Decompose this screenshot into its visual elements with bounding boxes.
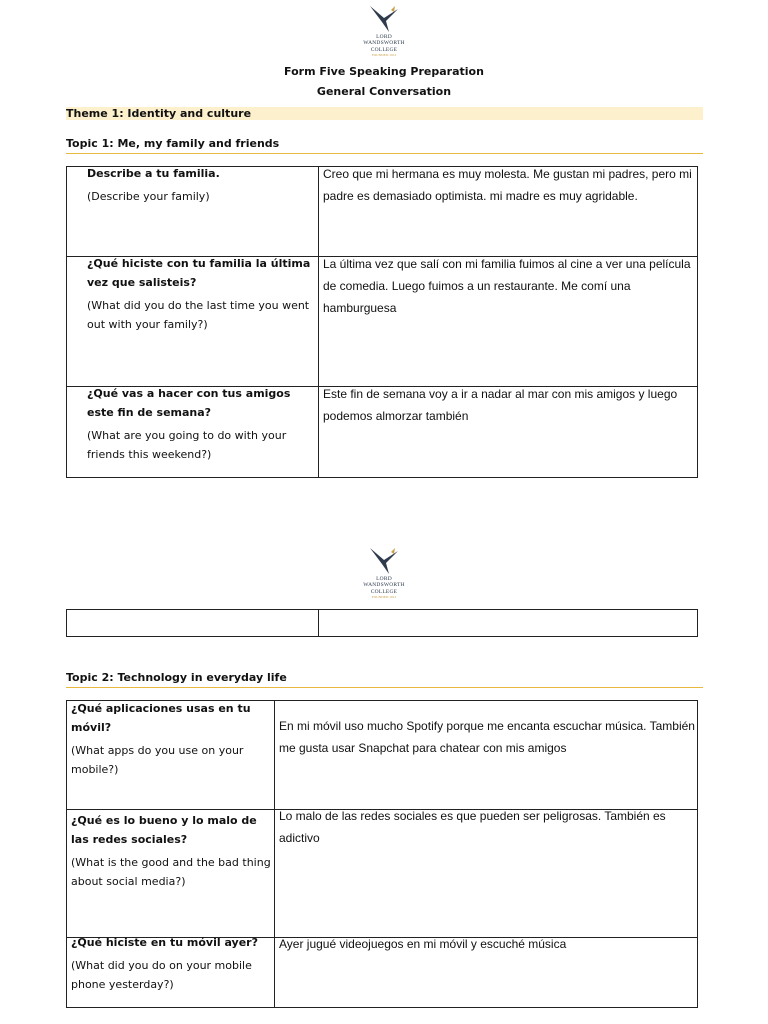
logo-line-1: LORD [376,34,392,40]
logo-tagline: FOUNDED 1912 [371,595,397,600]
answer-cell: Este fin de semana voy a ir a nadar al mar con mis amigos y luego podemos almorzar también [323,387,678,423]
question-spanish: ¿Qué vas a hacer con tus amigos este fin de semana? [87,387,291,419]
question-english: (What are you going to do with your friends this weekend?) [87,429,287,461]
table-row [67,167,697,256]
table-row [67,809,697,937]
question-english: (What did you do on your mobile phone yesterday?) [71,959,252,991]
table-row [67,701,697,809]
question-cell [87,384,313,464]
college-logo [352,4,416,66]
answer-cell: Lo malo de las redes sociales es que pueden ser peligrosas. También es adictivo [279,809,666,845]
question-spanish: ¿Qué es lo bueno y lo malo de las redes sociales? [71,814,257,846]
question-english: (What apps do you use on your mobile?) [71,744,244,776]
table-row [67,386,697,478]
question-cell [87,254,313,334]
answer-cell: Ayer jugué videojuegos en mi móvil y escuché música [279,937,567,951]
logo-line-2: WANDSWORTH [363,40,405,47]
question-cell [71,699,271,779]
question-english: (What is the good and the bad thing about social media?) [71,856,271,888]
logo-line-1: LORD [376,576,392,582]
logo-line-3: COLLEGE [370,588,398,595]
question-english: (Describe your family) [87,190,210,203]
topic-2-heading: Topic 2: Technology in everyday life [66,671,703,688]
column-divider [318,610,319,636]
swallow-logo-icon [367,546,401,576]
question-cell [87,164,313,206]
swallow-logo-icon [367,4,401,34]
question-cell [71,933,271,994]
theme-heading: Theme 1: Identity and culture [66,107,703,120]
logo-line-2: WANDSWORTH [363,582,405,589]
topic-1-heading: Topic 1: Me, my family and friends [66,137,703,154]
topic-1-table [66,166,698,478]
table-row [67,256,697,386]
empty-table [66,609,698,637]
question-spanish: Describe a tu familia. [87,167,220,180]
question-spanish: ¿Qué hiciste con tu familia la última vez que salisteis? [87,257,311,289]
answer-cell: Creo que mi hermana es muy molesta. Me gustan mi padres, pero mi padre es demasiado optimista. mi madre es muy agridable. [323,167,692,203]
topic-2-table [66,700,698,1008]
table-row [67,937,697,1008]
logo-line-3: COLLEGE [370,46,398,53]
document-title: Form Five Speaking Preparation [284,65,484,78]
logo-tagline: FOUNDED 1912 [371,53,397,58]
answer-cell: En mi móvil uso mucho Spotify porque me encanta escuchar música. También me gusta usar Snapchat para chatear con mis amigos [279,719,695,755]
document-subtitle: General Conversation [316,85,452,98]
question-spanish: ¿Qué aplicaciones usas en tu móvil? [71,702,251,734]
question-spanish: ¿Qué hiciste en tu móvil ayer? [71,936,258,949]
college-logo [352,546,416,608]
answer-cell: La última vez que salí con mi familia fuimos al cine a ver una película de comedia. Luego fuimos a un restaurante. Me comí una hamburguesa [323,257,691,315]
question-english: (What did you do the last time you went out with your family?) [87,299,310,331]
question-cell [71,811,271,891]
